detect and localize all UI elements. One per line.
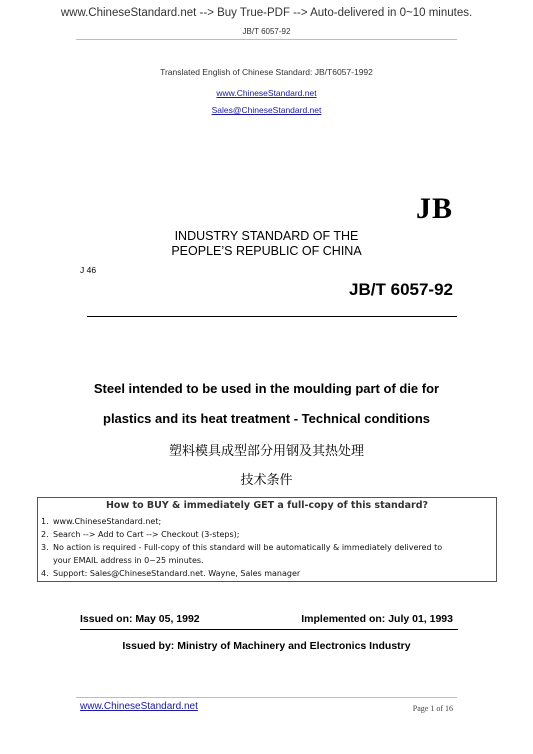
chinese-title-line-2: 技术条件 <box>240 473 293 488</box>
list-item-text: Support: Sales@ChineseStandard.net. Wayne, Sales manager <box>53 569 301 578</box>
email-link-container <box>0 100 533 118</box>
translation-note: Translated English of Chinese Standard: JB/T6057-1992 <box>160 67 373 77</box>
footer-website-link[interactable]: www.ChineseStandard.net <box>80 701 198 712</box>
issued-date: Issued on: May 05, 1992 <box>80 613 200 625</box>
list-item <box>41 567 497 580</box>
header-divider <box>76 39 457 40</box>
email-link[interactable]: Sales@ChineseStandard.net <box>211 105 322 115</box>
list-item <box>41 541 497 554</box>
purchase-steps-list <box>41 515 497 580</box>
header-doc-code: JB/T 6057-92 <box>242 27 291 36</box>
dates-divider <box>80 629 458 630</box>
list-item-number: 1. <box>41 517 49 526</box>
implemented-date: Implemented on: July 01, 1993 <box>301 613 453 625</box>
issuing-authority: Issued by: Ministry of Machinery and Electronics Industry <box>122 640 411 652</box>
list-item <box>41 515 497 528</box>
industry-standard-heading <box>0 229 533 259</box>
list-item-text: www.ChineseStandard.net; <box>53 517 162 526</box>
list-item-continuation <box>41 554 497 567</box>
website-link-container <box>0 83 533 101</box>
top-banner: www.ChineseStandard.net --> Buy True-PDF --> Auto-delivered in 0~10 minutes. <box>60 7 473 19</box>
industry-line-1: INDUSTRY STANDARD OF THE <box>174 229 359 243</box>
list-item-number: 4. <box>41 569 49 578</box>
footer-divider <box>76 697 457 698</box>
standard-number: JB/T 6057-92 <box>349 280 453 299</box>
jb-logo: JB <box>415 192 453 225</box>
website-link[interactable]: www.ChineseStandard.net <box>216 88 317 98</box>
purchase-info-box <box>37 497 497 582</box>
title-line-1: Steel intended to be used in the moulding part of die for <box>93 381 440 396</box>
page-number: Page 1 of 16 <box>412 704 453 713</box>
standard-divider <box>87 316 457 317</box>
list-item-text: your EMAIL address in 0~25 minutes. <box>53 556 204 565</box>
list-item-text: Search --> Add to Cart --> Checkout (3-steps); <box>53 530 240 539</box>
industry-line-2: PEOPLE’S REPUBLIC OF CHINA <box>171 244 362 258</box>
purchase-heading: How to BUY & immediately GET a full-copy of this standard? <box>105 500 429 511</box>
classification-code: J 46 <box>80 265 97 275</box>
list-item-number: 2. <box>41 530 49 539</box>
list-item-number: 3. <box>41 543 49 552</box>
list-item <box>41 528 497 541</box>
chinese-title-line-1: 塑料模具成型部分用钢及其热处理 <box>168 444 364 459</box>
list-item-text: No action is required - Full-copy of this standard will be automatically & immediately delivered to <box>53 543 443 552</box>
title-line-2: plastics and its heat treatment - Technical conditions <box>103 411 430 426</box>
